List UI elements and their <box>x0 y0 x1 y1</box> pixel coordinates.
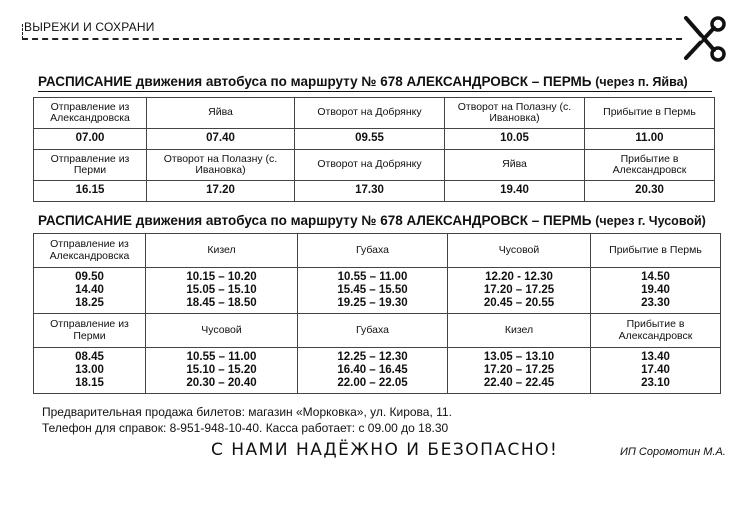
time-line: 18.45 – 18.50 <box>186 297 257 309</box>
cut-instruction: ВЫРЕЖИ И СОХРАНИ <box>24 20 155 34</box>
presale-info: Предварительная продажа билетов: магазин «Морковка», ул. Кирова, 11. <box>42 405 452 419</box>
time-line: 08.45 <box>75 351 104 363</box>
time-line: 17.20 – 17.25 <box>483 364 555 376</box>
time-line: 10.55 – 11.00 <box>337 271 408 283</box>
stop-cell: Прибытие в Пермь <box>591 234 721 268</box>
time-cell <box>448 348 591 394</box>
time-cell: 07.40 <box>147 129 295 150</box>
schedule-1-outbound-times-row <box>34 129 715 150</box>
stop-cell: Отворот на Полазну (с. Ивановка) <box>147 150 295 181</box>
time-line: 09.50 <box>75 271 104 283</box>
cut-line-edge <box>22 24 23 39</box>
time-line: 12.25 – 12.30 <box>337 351 408 363</box>
time-cell: 09.55 <box>295 129 445 150</box>
time-cell: 10.05 <box>445 129 585 150</box>
stop-cell: Прибытие в Александровск <box>585 150 715 181</box>
time-cell: 17.30 <box>295 181 445 202</box>
stop-cell: Отворот на Добрянку <box>295 98 445 129</box>
slogan: С НАМИ НАДЁЖНО И БЕЗОПАСНО! <box>211 440 559 460</box>
stop-cell: Яйва <box>147 98 295 129</box>
cut-line <box>22 38 682 40</box>
schedule-1-return-times-row <box>34 181 715 202</box>
time-cell: 19.40 <box>445 181 585 202</box>
time-line: 22.00 – 22.05 <box>337 377 408 389</box>
schedule-2-title <box>38 213 706 228</box>
time-line: 22.40 – 22.45 <box>483 377 555 389</box>
time-line: 18.25 <box>75 297 104 309</box>
time-cell: 11.00 <box>585 129 715 150</box>
signature: ИП Соромотин М.А. <box>620 446 726 458</box>
time-cell <box>448 268 591 314</box>
schedule-2-return-times-row <box>34 348 721 394</box>
time-line: 14.50 <box>641 271 670 283</box>
time-line: 13.05 – 13.10 <box>483 351 555 363</box>
stop-cell: Прибытие в Пермь <box>585 98 715 129</box>
stop-cell: Отправление из Перми <box>34 314 146 348</box>
time-cell <box>146 268 298 314</box>
stop-cell: Отворот на Добрянку <box>295 150 445 181</box>
time-cell: 20.30 <box>585 181 715 202</box>
schedule-2-table <box>33 233 721 394</box>
schedule-1-table <box>33 97 715 202</box>
time-cell <box>34 348 146 394</box>
stop-cell: Отправление из Перми <box>34 150 147 181</box>
stop-cell: Губаха <box>298 314 448 348</box>
time-line: 18.15 <box>75 377 104 389</box>
time-line: 16.40 – 16.45 <box>337 364 408 376</box>
scissors-icon <box>680 14 728 66</box>
time-line: 19.25 – 19.30 <box>337 297 408 309</box>
stop-cell: Чусовой <box>146 314 298 348</box>
time-cell <box>591 348 721 394</box>
time-cell: 16.15 <box>34 181 147 202</box>
time-line: 15.05 – 15.10 <box>186 284 257 296</box>
time-line: 12.20 - 12.30 <box>485 271 553 283</box>
time-line: 20.30 – 20.40 <box>186 377 257 389</box>
time-line: 17.40 <box>641 364 670 376</box>
schedule-2-outbound-times-row <box>34 268 721 314</box>
schedule-1-title-underline <box>38 91 712 92</box>
time-line: 20.45 – 20.55 <box>483 297 555 309</box>
stop-cell: Губаха <box>298 234 448 268</box>
time-cell <box>591 268 721 314</box>
time-line: 19.40 <box>641 284 670 296</box>
time-cell <box>34 268 146 314</box>
schedule-2-title-via: (через г. Чусовой) <box>595 214 706 228</box>
stop-cell: Прибытие в Александровск <box>591 314 721 348</box>
time-cell <box>298 268 448 314</box>
time-line: 10.15 – 10.20 <box>186 271 257 283</box>
schedule-2-return-stops-row <box>34 314 721 348</box>
time-line: 17.20 – 17.25 <box>483 284 555 296</box>
stop-cell: Яйва <box>445 150 585 181</box>
time-cell <box>298 348 448 394</box>
time-cell: 17.20 <box>147 181 295 202</box>
schedule-1-title <box>38 74 688 89</box>
time-line: 23.10 <box>641 377 670 389</box>
stop-cell: Кизел <box>146 234 298 268</box>
stop-cell: Отворот на Полазну (с. Ивановка) <box>445 98 585 129</box>
stop-cell: Чусовой <box>448 234 591 268</box>
time-line: 15.10 – 15.20 <box>186 364 257 376</box>
schedule-1-title-main: РАСПИСАНИЕ движения автобуса по маршруту № 678 АЛЕКСАНДРОВСК – ПЕРМЬ <box>38 74 592 89</box>
time-line: 23.30 <box>641 297 670 309</box>
stop-cell: Кизел <box>448 314 591 348</box>
schedule-1-title-via: (через п. Яйва) <box>595 75 688 89</box>
time-cell <box>146 348 298 394</box>
time-line: 10.55 – 11.00 <box>186 351 257 363</box>
stop-cell: Отправление из Александровска <box>34 98 147 129</box>
schedule-2-outbound-stops-row <box>34 234 721 268</box>
time-cell: 07.00 <box>34 129 147 150</box>
time-line: 14.40 <box>75 284 104 296</box>
phone-info: Телефон для справок: 8-951-948-10-40. Касса работает: с 09.00 до 18.30 <box>42 421 449 435</box>
time-line: 13.00 <box>75 364 104 376</box>
schedule-1-return-stops-row <box>34 150 715 181</box>
stop-cell: Отправление из Александровска <box>34 234 146 268</box>
schedule-2-title-main: РАСПИСАНИЕ движения автобуса по маршруту № 678 АЛЕКСАНДРОВСК – ПЕРМЬ <box>38 213 592 228</box>
time-line: 15.45 – 15.50 <box>337 284 408 296</box>
time-line: 13.40 <box>641 351 670 363</box>
schedule-1-outbound-stops-row <box>34 98 715 129</box>
